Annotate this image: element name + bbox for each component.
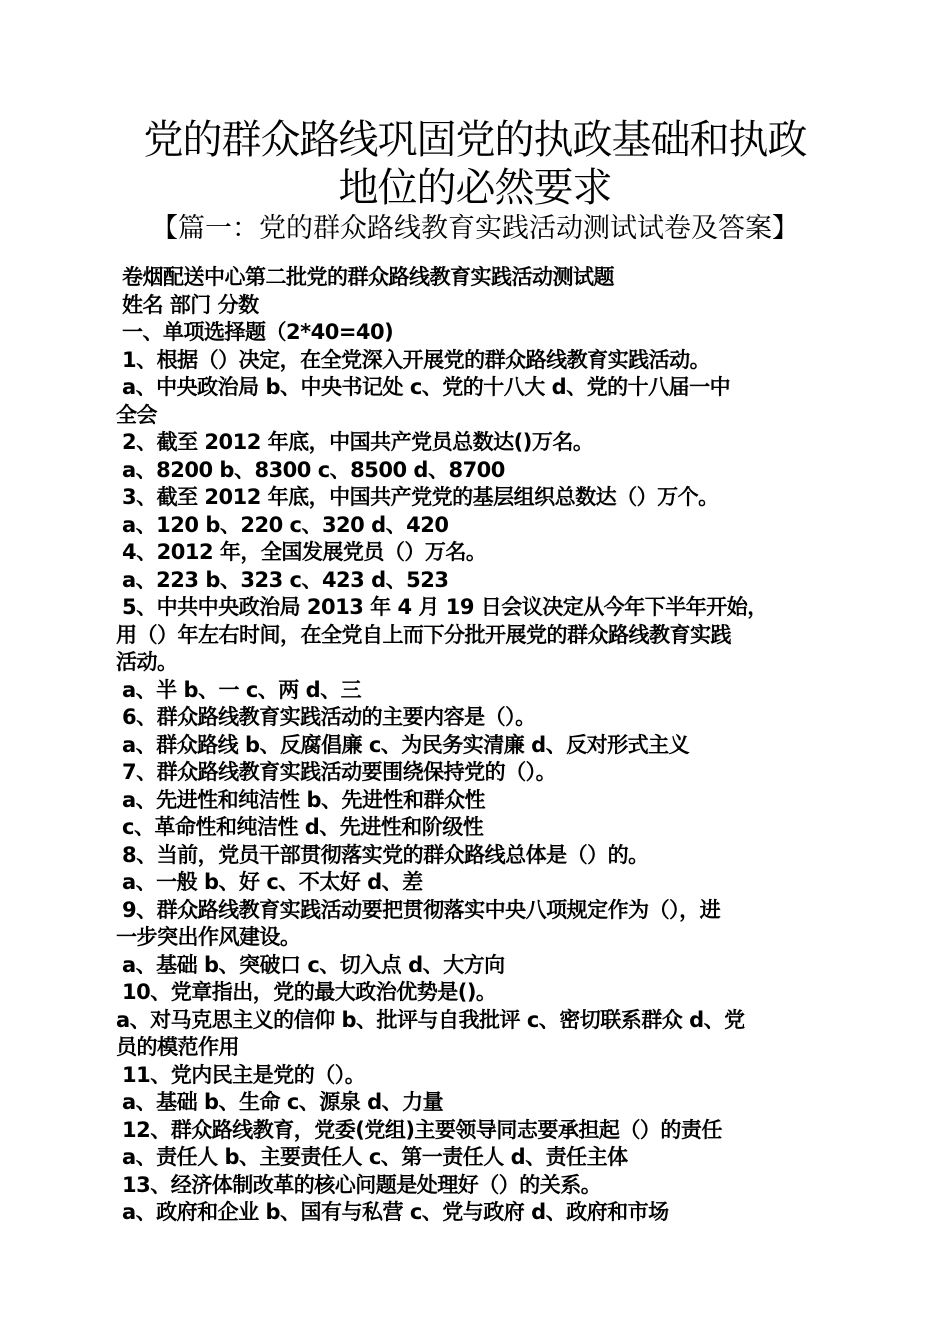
- document-subtitle: 【篇一：党的群众路线教育实践活动测试试卷及答案】: [151, 213, 799, 244]
- options-7-line-1: a、先进性和纯洁性 b、先进性和群众性: [122, 787, 486, 812]
- options-2: a、8200 b、8300 c、8500 d、8700: [122, 457, 505, 482]
- exam-title: 卷烟配送中心第二批党的群众路线教育实践活动测试题: [122, 265, 614, 289]
- question-11: 11、党内民主是党的（）。: [122, 1062, 366, 1087]
- question-5-line-3: 活动。: [116, 650, 178, 674]
- question-1: 1、根据（）决定，在全党深入开展党的群众路线教育实践活动。: [122, 347, 711, 372]
- question-3: 3、截至 2012 年底，中国共产党党的基层组织总数达（）万个。: [122, 485, 719, 509]
- question-7: 7、群众路线教育实践活动要围绕保持党的（）。: [122, 760, 557, 784]
- options-12: a、责任人 b、主要责任人 c、第一责任人 d、责任主体: [122, 1145, 628, 1169]
- question-2: 2、截至 2012 年底，中国共产党员总数达()万名。: [122, 430, 594, 454]
- question-5-line-1: 5、中共中央政治局 2013 年 4 月 19 日会议决定从今年下半年开始，: [122, 595, 768, 619]
- document-title-block: [0, 116, 950, 246]
- options-1-line-2: 全会: [116, 402, 157, 427]
- options-4: a、223 b、323 c、423 d、523: [122, 567, 449, 592]
- question-9-line-2: 一步突出作风建设。: [116, 925, 301, 949]
- options-13: a、政府和企业 b、国有与私营 c、党与政府 d、政府和市场: [122, 1200, 669, 1224]
- question-6: 6、群众路线教育实践活动的主要内容是（）。: [122, 705, 536, 729]
- document-title-line-1: 党的群众路线巩固党的执政基础和执政: [143, 117, 807, 163]
- options-10-line-1: a、对马克思主义的信仰 b、批评与自我批评 c、密切联系群众 d、党: [116, 1007, 745, 1032]
- question-10: 10、党章指出，党的最大政治优势是()。: [122, 980, 497, 1004]
- question-12: 12、群众路线教育，党委(党组)主要领导同志要承担起（）的责任: [122, 1117, 722, 1142]
- question-13: 13、经济体制改革的核心问题是处理好（）的关系。: [122, 1172, 602, 1197]
- document-title-line-2: 地位的必然要求: [338, 165, 612, 211]
- question-9-line-1: 9、群众路线教育实践活动要把贯彻落实中央八项规定作为（），进: [122, 897, 721, 922]
- question-8: 8、当前，党员干部贯彻落实党的群众路线总体是（）的。: [122, 842, 649, 867]
- options-1-line-1: a、中央政治局 b、中央书记处 c、党的十八大 d、党的十八届一中: [122, 375, 731, 399]
- options-11: a、基础 b、生命 c、源泉 d、力量: [122, 1090, 444, 1114]
- options-9: a、基础 b、突破口 c、切入点 d、大方向: [122, 952, 505, 977]
- question-4: 4、2012 年，全国发展党员（）万名。: [122, 540, 487, 564]
- options-3: a、120 b、220 c、320 d、420: [122, 512, 449, 537]
- options-7-line-2: c、革命性和纯洁性 d、先进性和阶级性: [122, 815, 484, 839]
- exam-info-line: 姓名 部门 分数: [122, 292, 259, 317]
- options-10-line-2: 员的模范作用: [116, 1035, 239, 1059]
- document-body: [116, 264, 846, 1227]
- section-heading: 一、单项选择题（2*40=40): [122, 320, 394, 344]
- options-6: a、群众路线 b、反腐倡廉 c、为民务实清廉 d、反对形式主义: [122, 732, 690, 757]
- options-8: a、一般 b、好 c、不太好 d、差: [122, 870, 423, 894]
- options-5: a、半 b、一 c、两 d、三: [122, 677, 362, 702]
- question-5-line-2: 用（）年左右时间，在全党自上而下分批开展党的群众路线教育实践: [116, 622, 731, 647]
